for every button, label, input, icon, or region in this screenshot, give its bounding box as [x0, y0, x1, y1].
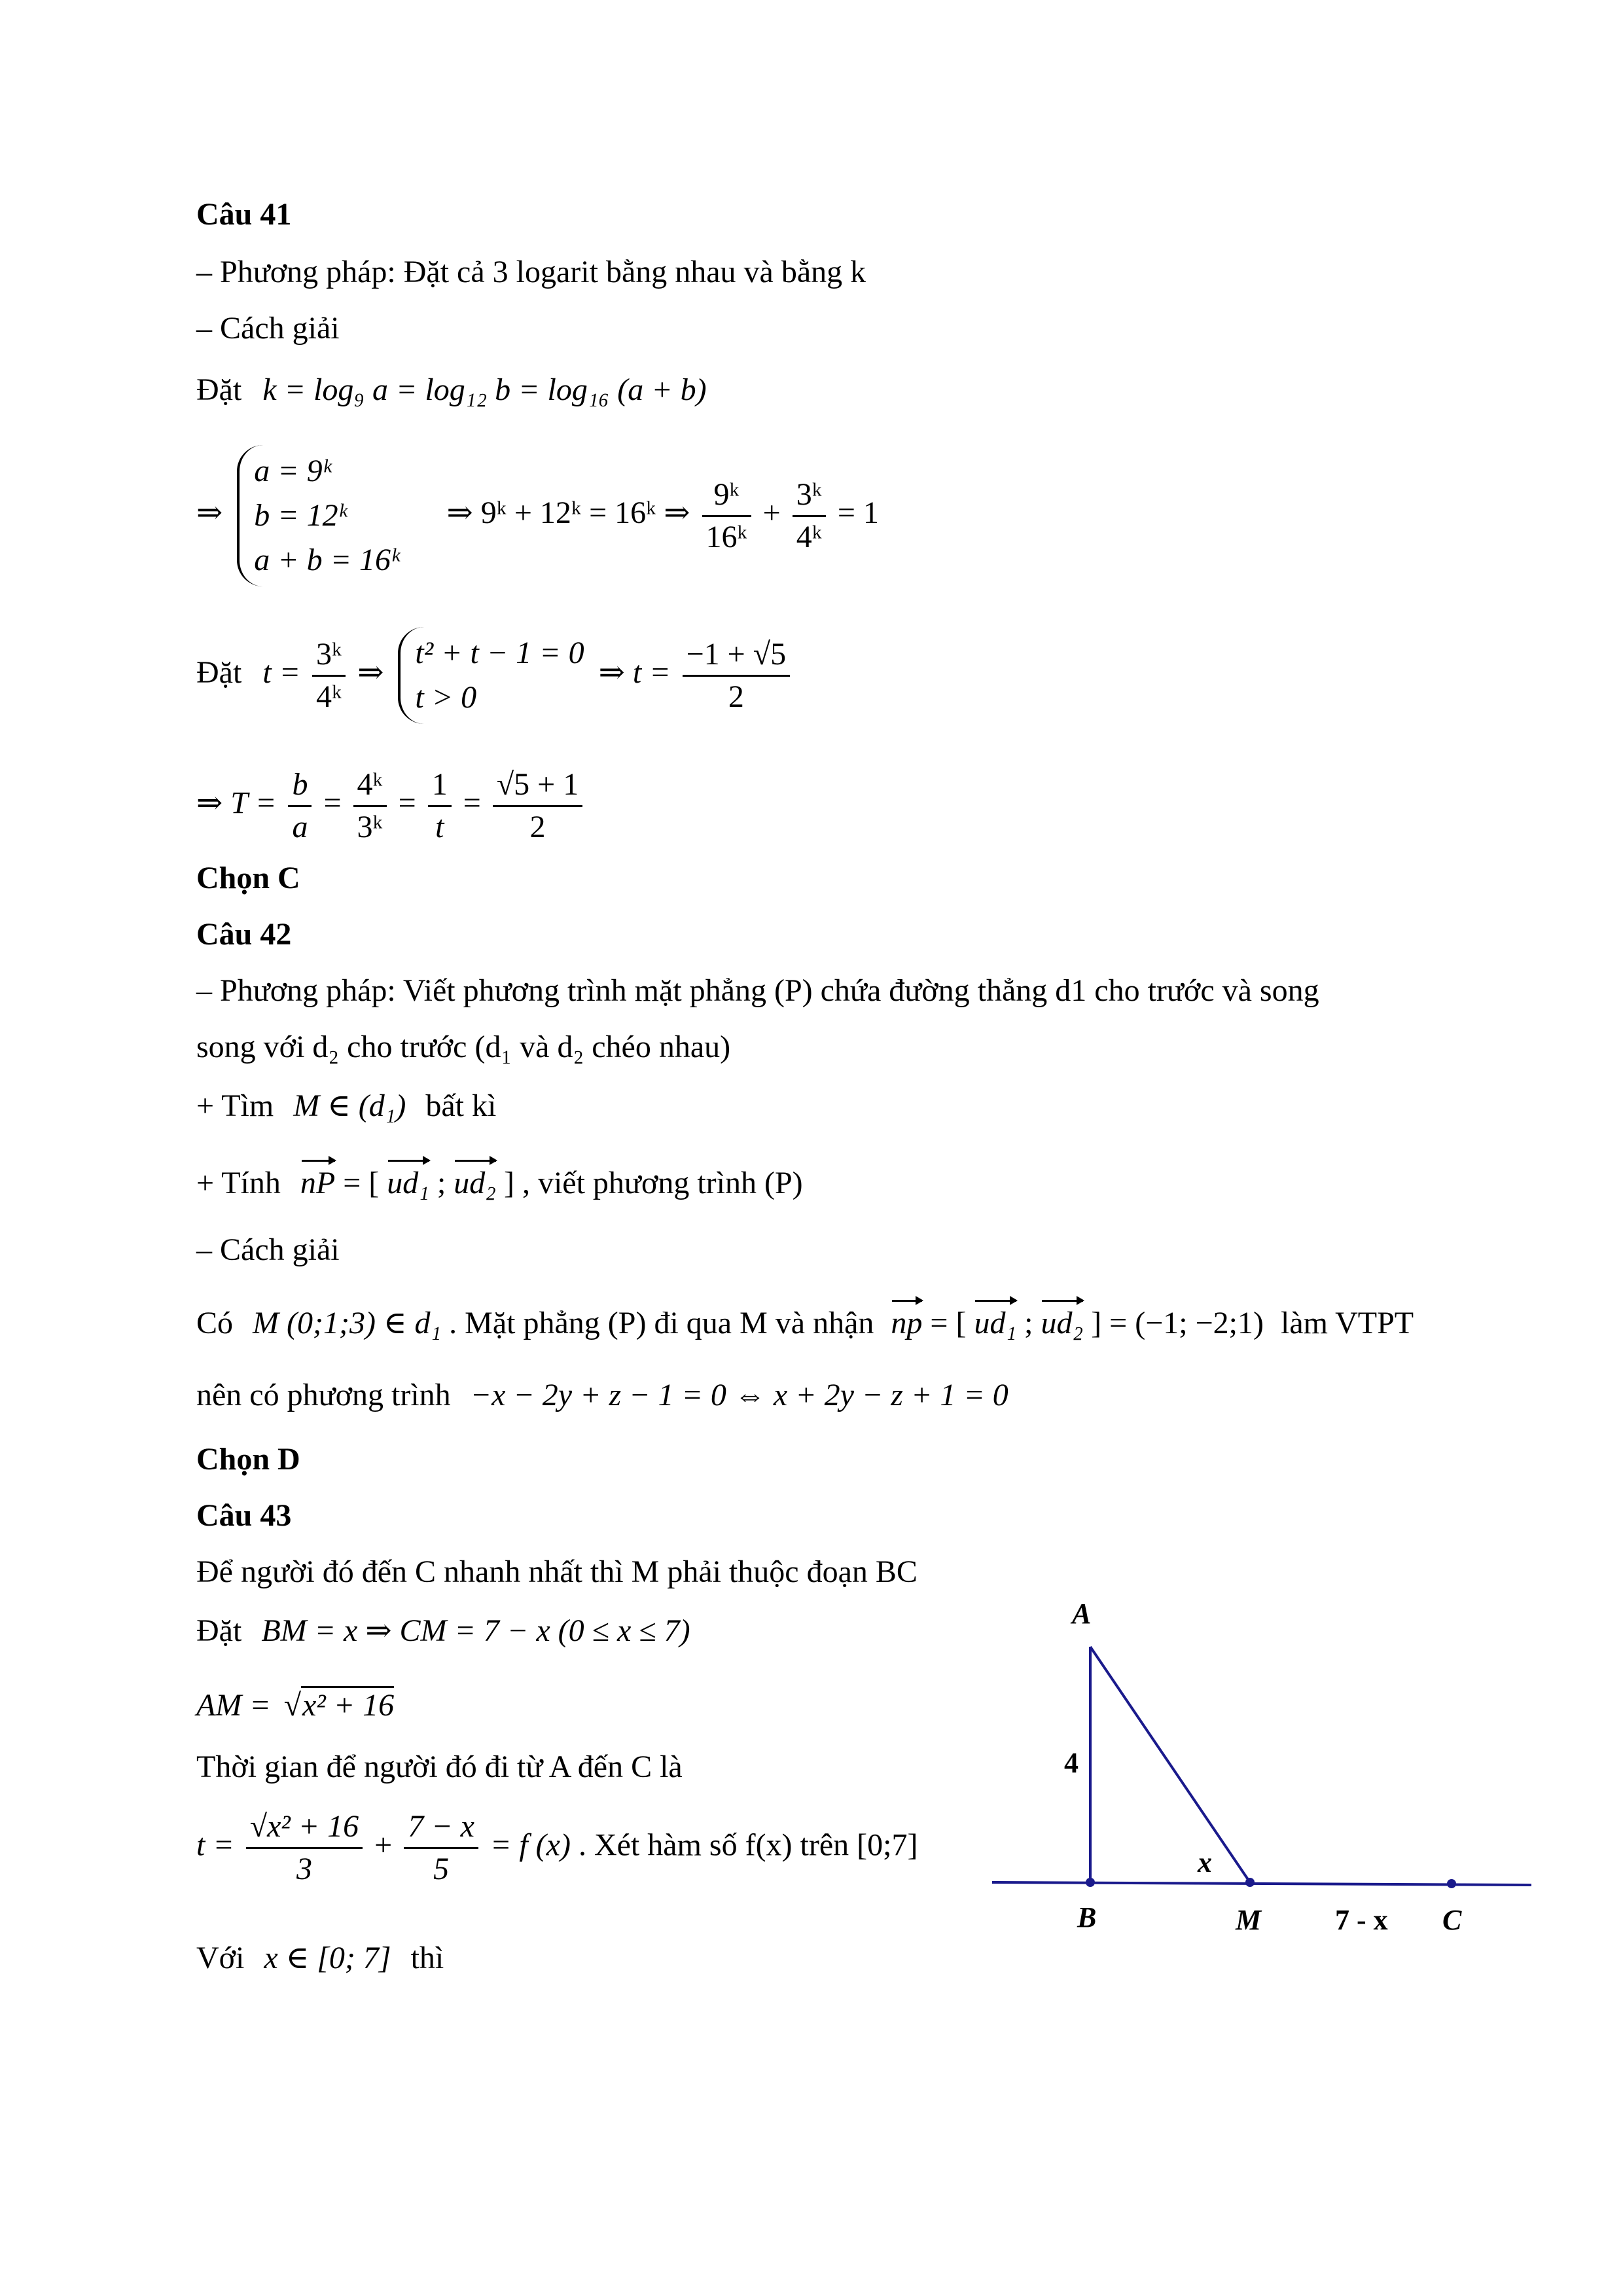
vector-value: = (−1; −2;1) — [1109, 1306, 1264, 1340]
frac-num: 3ᵏ — [793, 475, 826, 517]
fraction-3k-4k — [793, 475, 826, 558]
step1-lead: + Tìm — [196, 1088, 274, 1123]
line1-text: . Mặt phẳng (P) đi qua M và nhận — [449, 1306, 874, 1340]
step2-lead: + Tính — [196, 1166, 281, 1200]
point-M: M (0;1;3) ∈ d₁ — [253, 1306, 442, 1340]
label-B: B — [1077, 1901, 1097, 1933]
direction-vector-1: ud₁ — [387, 1164, 429, 1203]
line2-expr: BM = x ⇒ CM = 7 − x (0 ≤ x ≤ 7) — [261, 1613, 690, 1648]
q43-line-2 — [196, 1611, 690, 1651]
AM-radicand: x² + 16 — [301, 1686, 394, 1723]
q43-line-3: AM = √x² + 16 — [196, 1686, 394, 1725]
q41-set-k — [196, 370, 707, 410]
q42-solution-line-2 — [196, 1376, 1008, 1415]
line1-tail: làm VTPT — [1281, 1306, 1414, 1340]
q41-T-row — [196, 764, 586, 848]
point-B — [1086, 1878, 1095, 1887]
geometry-figure — [982, 1571, 1571, 1977]
equals-one: = 1 — [837, 495, 879, 531]
fraction-1-t — [428, 764, 452, 848]
q41-heading: Câu 41 — [196, 197, 292, 232]
line1-lead: Có — [196, 1306, 234, 1340]
T-equals: ⇒ T = — [196, 785, 277, 821]
frac-num: √x² + 16 — [246, 1806, 363, 1849]
sep: ; — [1024, 1306, 1033, 1340]
q42-step-2 — [196, 1164, 803, 1203]
point-M — [1245, 1878, 1255, 1887]
t-equals: t = — [262, 655, 301, 691]
line6-tail: thì — [410, 1941, 444, 1975]
line5-tail: . Xét hàm số f(x) trên [0;7] — [578, 1827, 918, 1863]
segment-AM — [1090, 1647, 1250, 1882]
fraction-9k-16k — [702, 475, 751, 558]
fraction-4k-3k — [353, 764, 387, 848]
label-C: C — [1442, 1904, 1462, 1936]
system-line-3: a + b = 16ᵏ — [254, 543, 400, 577]
normal-vector: nP — [300, 1164, 335, 1203]
q42-answer: Chọn D — [196, 1442, 300, 1477]
frac-den: 2 — [529, 810, 546, 844]
label-x: x — [1198, 1846, 1212, 1878]
fraction-T-result — [493, 764, 582, 848]
bracket-close: ] — [1091, 1306, 1102, 1340]
q43-line-1: Để người đó đến C nhanh nhất thì M phải thuộc đoạn BC — [196, 1554, 918, 1589]
q42-method-line-2: song với d₂ cho trước (d₁ và d₂ chéo nhau) — [196, 1030, 731, 1064]
frac-num: −1 + √5 — [683, 634, 790, 677]
q42-heading: Câu 42 — [196, 917, 292, 952]
label-M: M — [1236, 1904, 1262, 1936]
q42-solution-line-1 — [196, 1304, 1414, 1343]
frac-num: 4ᵏ — [353, 764, 387, 807]
q43-line-5 — [196, 1806, 918, 1890]
fraction-t-result — [683, 634, 790, 717]
plus-sign: + — [762, 495, 781, 531]
q41-system-row — [196, 445, 879, 586]
line2-lead: Đặt — [196, 1613, 242, 1648]
frac-den: t — [435, 810, 444, 844]
step1-expr: M ∈ (d₁) — [293, 1088, 406, 1123]
frac-den: 16ᵏ — [705, 519, 747, 554]
q41-answer: Chọn C — [196, 861, 300, 895]
q42-step-1 — [196, 1086, 496, 1126]
q42-solution-label: – Cách giải — [196, 1232, 340, 1267]
line6-expr: x ∈ [0; 7] — [264, 1941, 391, 1975]
plus-sign: + — [374, 1827, 393, 1863]
frac-den: 3ᵏ — [357, 810, 383, 844]
q41-set-t-row — [196, 627, 794, 724]
q41-method: – Phương pháp: Đặt cả 3 logarit bằng nhau và bằng k — [196, 255, 866, 289]
implies-arrow: ⇒ — [357, 655, 384, 691]
fraction-t — [312, 634, 346, 717]
frac-num: 7 − x — [404, 1806, 478, 1849]
point-C — [1447, 1879, 1456, 1888]
bracket-eq: = [ — [930, 1306, 967, 1340]
frac-den: 2 — [728, 679, 744, 714]
system-line-1: a = 9ᵏ — [254, 454, 332, 488]
direction-vector-2: ud₂ — [1041, 1304, 1083, 1343]
fraction-b-a — [288, 764, 312, 848]
label-7-minus-x: 7 - x — [1335, 1904, 1388, 1936]
direction-vector-1: ud₁ — [974, 1304, 1016, 1343]
step2-tail: , viết phương trình (P) — [522, 1166, 803, 1200]
frac-den: 5 — [433, 1852, 450, 1886]
frac-den: 4ᵏ — [796, 519, 822, 554]
frac-num: 3ᵏ — [312, 634, 346, 677]
step2-eq: = [ — [343, 1166, 380, 1200]
normal-vector: np — [891, 1304, 922, 1343]
q41-solution-label: – Cách giải — [196, 311, 340, 346]
q43-heading: Câu 43 — [196, 1498, 292, 1533]
frac-num: 9ᵏ — [702, 475, 751, 517]
step1-tail: bất kì — [425, 1088, 497, 1123]
frac-den: 4ᵏ — [316, 679, 342, 714]
set-k-expr: k = log₉ a = log₁₂ b = log₁₆ (a + b) — [262, 372, 707, 407]
fraction-sqrt-over-3 — [246, 1806, 363, 1890]
step2-sep: ; — [437, 1166, 446, 1200]
frac-den: a — [292, 810, 308, 844]
t-result-lead: ⇒ t = — [598, 655, 671, 691]
frac-num: 1 — [428, 764, 452, 807]
t-system — [398, 627, 584, 724]
frac-den: 3 — [296, 1852, 312, 1886]
set-t-word: Đặt — [196, 655, 242, 691]
AM-equals: AM = — [196, 1688, 271, 1723]
step2-close: ] — [503, 1166, 514, 1200]
direction-vector-2: ud₂ — [454, 1164, 496, 1203]
plane-equation: −x − 2y + z − 1 = 0 ⇔ x + 2y − z + 1 = 0 — [470, 1378, 1008, 1412]
equals-sign: = — [463, 785, 481, 821]
q42-method-line-1: – Phương pháp: Viết phương trình mặt phẳng (P) chứa đường thẳng d1 cho trước và song — [196, 973, 1319, 1008]
q43-line-4: Thời gian để người đó đi từ A đến C là — [196, 1749, 683, 1784]
frac-num: √5 + 1 — [493, 764, 582, 807]
set-k-word: Đặt — [196, 372, 242, 407]
f-of-x: = f (x) — [490, 1827, 571, 1863]
t-system-line-1: t² + t − 1 = 0 — [415, 636, 584, 670]
system-line-2: b = 12ᵏ — [254, 498, 348, 533]
t-system-line-2: t > 0 — [415, 680, 477, 715]
label-A: A — [1072, 1598, 1092, 1630]
line6-lead: Với — [196, 1941, 245, 1975]
t-equals: t = — [196, 1827, 234, 1863]
fraction-7x-over-5 — [404, 1806, 478, 1890]
power-equation: ⇒ 9ᵏ + 12ᵏ = 16ᵏ ⇒ — [446, 495, 690, 531]
q43-line-6 — [196, 1939, 444, 1978]
equals-sign: = — [398, 785, 416, 821]
implies-arrow: ⇒ — [196, 495, 223, 531]
label-4: 4 — [1064, 1747, 1079, 1779]
equals-sign: = — [323, 785, 342, 821]
exponent-system — [237, 445, 399, 586]
frac-num: b — [288, 764, 312, 807]
line2-lead: nên có phương trình — [196, 1378, 451, 1412]
